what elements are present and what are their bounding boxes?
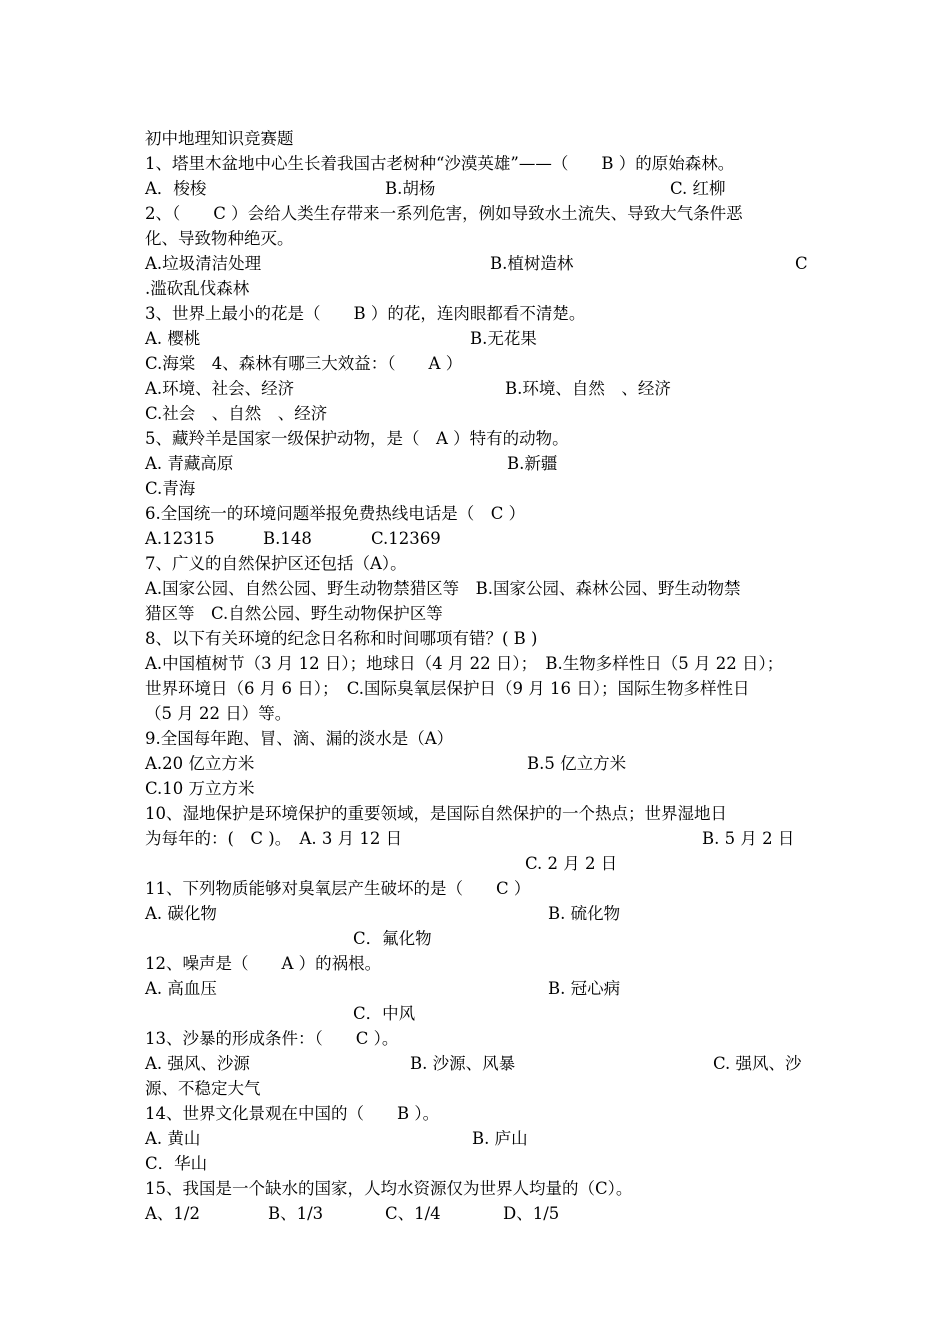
line-segment: A.国家公园、自然公园、野生动物禁猎区等 B.国家公园、森林公园、野生动物禁 bbox=[145, 579, 741, 598]
text-line bbox=[145, 751, 825, 776]
line-segment: A. 高血压 bbox=[145, 979, 217, 998]
line-segment: B.新疆 bbox=[507, 454, 558, 473]
text-line bbox=[145, 426, 825, 451]
line-segment: C. 红柳 bbox=[670, 179, 726, 198]
text-line bbox=[145, 201, 825, 226]
line-segment: B.环境、自然 、经济 bbox=[505, 379, 671, 398]
line-segment: 7、广义的自然保护区还包括（A）。 bbox=[145, 554, 407, 573]
text-line bbox=[145, 526, 825, 551]
line-segment: C.海棠 4、森林有哪三大效益：（ A ） bbox=[145, 354, 463, 373]
line-segment: A.中国植树节（3 月 12 日）；地球日（4 月 22 日）； B.生物多样性日（5 月 22 日）； bbox=[145, 654, 784, 673]
line-segment: B. 冠心病 bbox=[548, 979, 621, 998]
line-segment: C、1/4 bbox=[385, 1204, 441, 1223]
line-segment: A.20 亿立方米 bbox=[145, 754, 255, 773]
line-segment: .滥砍乱伐森林 bbox=[145, 279, 250, 298]
line-segment: B、1/3 bbox=[268, 1204, 324, 1223]
text-line bbox=[145, 401, 825, 426]
text-line bbox=[145, 601, 825, 626]
text-line bbox=[145, 501, 825, 526]
line-segment: 9.全国每年跑、冒、滴、漏的淡水是（A） bbox=[145, 729, 454, 748]
text-line bbox=[145, 951, 825, 976]
line-segment: A. 强风、沙源 bbox=[145, 1054, 250, 1073]
text-line bbox=[145, 726, 825, 751]
line-segment: 14、世界文化景观在中国的（ B ）。 bbox=[145, 1104, 440, 1123]
line-segment: 10、湿地保护是环境保护的重要领域，是国际自然保护的一个热点；世界湿地日 bbox=[145, 804, 727, 823]
line-segment: A.12315 bbox=[145, 529, 215, 548]
text-line bbox=[145, 851, 825, 876]
line-segment: 11、下列物质能够对臭氧层产生破坏的是（ C ） bbox=[145, 879, 531, 898]
question-list bbox=[145, 151, 825, 1226]
document-title bbox=[145, 126, 825, 151]
line-segment: （5 月 22 日）等。 bbox=[145, 704, 292, 723]
line-segment: 猎区等 C.自然公园、野生动物保护区等 bbox=[145, 604, 443, 623]
line-segment: A.环境、社会、经济 bbox=[145, 379, 295, 398]
line-segment: 6.全国统一的环境问题举报免费热线电话是（ C ） bbox=[145, 504, 526, 523]
line-segment: C.10 万立方米 bbox=[145, 779, 255, 798]
text-line bbox=[145, 701, 825, 726]
text-line bbox=[145, 801, 825, 826]
line-segment: A. 碳化物 bbox=[145, 904, 217, 923]
line-segment: C.12369 bbox=[371, 529, 441, 548]
text-line bbox=[145, 1001, 825, 1026]
line-segment: B.植树造林 bbox=[490, 254, 574, 273]
line-segment: 世界环境日（6 月 6 日）； C.国际臭氧层保护日（9 月 16 日）；国际生物多样性日 bbox=[145, 679, 750, 698]
text-line bbox=[145, 276, 825, 301]
text-line bbox=[145, 976, 825, 1001]
text-line bbox=[145, 876, 825, 901]
text-line bbox=[145, 476, 825, 501]
line-segment: B.胡杨 bbox=[385, 179, 436, 198]
text-line bbox=[145, 651, 825, 676]
line-segment: B.148 bbox=[263, 529, 312, 548]
line-segment: A．梭梭 bbox=[145, 179, 207, 198]
text-line bbox=[145, 1176, 825, 1201]
text-line bbox=[145, 451, 825, 476]
text-line bbox=[145, 251, 825, 276]
text-line bbox=[145, 1126, 825, 1151]
line-segment: 13、沙暴的形成条件：（ C ）。 bbox=[145, 1029, 399, 1048]
line-segment: A. 樱桃 bbox=[145, 329, 201, 348]
text-line bbox=[145, 1026, 825, 1051]
line-segment: B. 沙源、风暴 bbox=[410, 1054, 516, 1073]
text-line bbox=[145, 1051, 825, 1076]
text-line bbox=[145, 626, 825, 651]
line-segment: C. 强风、沙 bbox=[713, 1054, 802, 1073]
text-line bbox=[145, 776, 825, 801]
text-line bbox=[145, 226, 825, 251]
title-text: 初中地理知识竞赛题 bbox=[145, 129, 294, 148]
line-segment: C. 2 月 2 日 bbox=[525, 854, 618, 873]
text-line bbox=[145, 326, 825, 351]
line-segment: B.5 亿立方米 bbox=[527, 754, 627, 773]
text-line bbox=[145, 676, 825, 701]
line-segment: C.社会 、自然 、经济 bbox=[145, 404, 328, 423]
line-segment: 为每年的：( C )。 A. 3 月 12 日 bbox=[145, 829, 403, 848]
line-segment: B. 硫化物 bbox=[548, 904, 621, 923]
line-segment: A. 青藏高原 bbox=[145, 454, 234, 473]
line-segment: B.无花果 bbox=[470, 329, 537, 348]
text-line bbox=[145, 551, 825, 576]
text-line bbox=[145, 576, 825, 601]
text-line bbox=[145, 1201, 825, 1226]
document-page bbox=[145, 126, 825, 1226]
text-line bbox=[145, 926, 825, 951]
line-segment: C．华山 bbox=[145, 1154, 208, 1173]
line-segment: 源、不稳定大气 bbox=[145, 1079, 261, 1098]
line-segment: A. 黄山 bbox=[145, 1129, 201, 1148]
text-line bbox=[145, 901, 825, 926]
line-segment: B. 庐山 bbox=[472, 1129, 528, 1148]
line-segment: C．中风 bbox=[353, 1004, 416, 1023]
line-segment: C．氟化物 bbox=[353, 929, 432, 948]
line-segment: D、1/5 bbox=[503, 1204, 560, 1223]
line-segment: B. 5 月 2 日 bbox=[702, 829, 795, 848]
line-segment: 12、噪声是（ A ）的祸根。 bbox=[145, 954, 382, 973]
line-segment: 2、（ C ）会给人类生存带来一系列危害，例如导致水土流失、导致大气条件恶 bbox=[145, 204, 743, 223]
text-line bbox=[145, 151, 825, 176]
line-segment: 化、导致物种绝灭。 bbox=[145, 229, 294, 248]
line-segment: 15、我国是一个缺水的国家，人均水资源仅为世界人均量的（C）。 bbox=[145, 1179, 633, 1198]
text-line bbox=[145, 826, 825, 851]
text-line bbox=[145, 1076, 825, 1101]
text-line bbox=[145, 301, 825, 326]
line-segment: A.垃圾清洁处理 bbox=[145, 254, 262, 273]
line-segment: 3、世界上最小的花是（ B ）的花，连肉眼都看不清楚。 bbox=[145, 304, 586, 323]
text-line bbox=[145, 1101, 825, 1126]
line-segment: 5、藏羚羊是国家一级保护动物，是（ A ）特有的动物。 bbox=[145, 429, 569, 448]
text-line bbox=[145, 176, 825, 201]
text-line bbox=[145, 376, 825, 401]
line-segment: C bbox=[795, 254, 808, 273]
text-line bbox=[145, 351, 825, 376]
line-segment: A、1/2 bbox=[145, 1204, 200, 1223]
line-segment: 1、塔里木盆地中心生长着我国古老树种“沙漠英雄”——（ B ）的原始森林。 bbox=[145, 154, 735, 173]
line-segment: C.青海 bbox=[145, 479, 196, 498]
line-segment: 8、以下有关环境的纪念日名称和时间哪项有错？( B ) bbox=[145, 629, 538, 648]
text-line bbox=[145, 1151, 825, 1176]
